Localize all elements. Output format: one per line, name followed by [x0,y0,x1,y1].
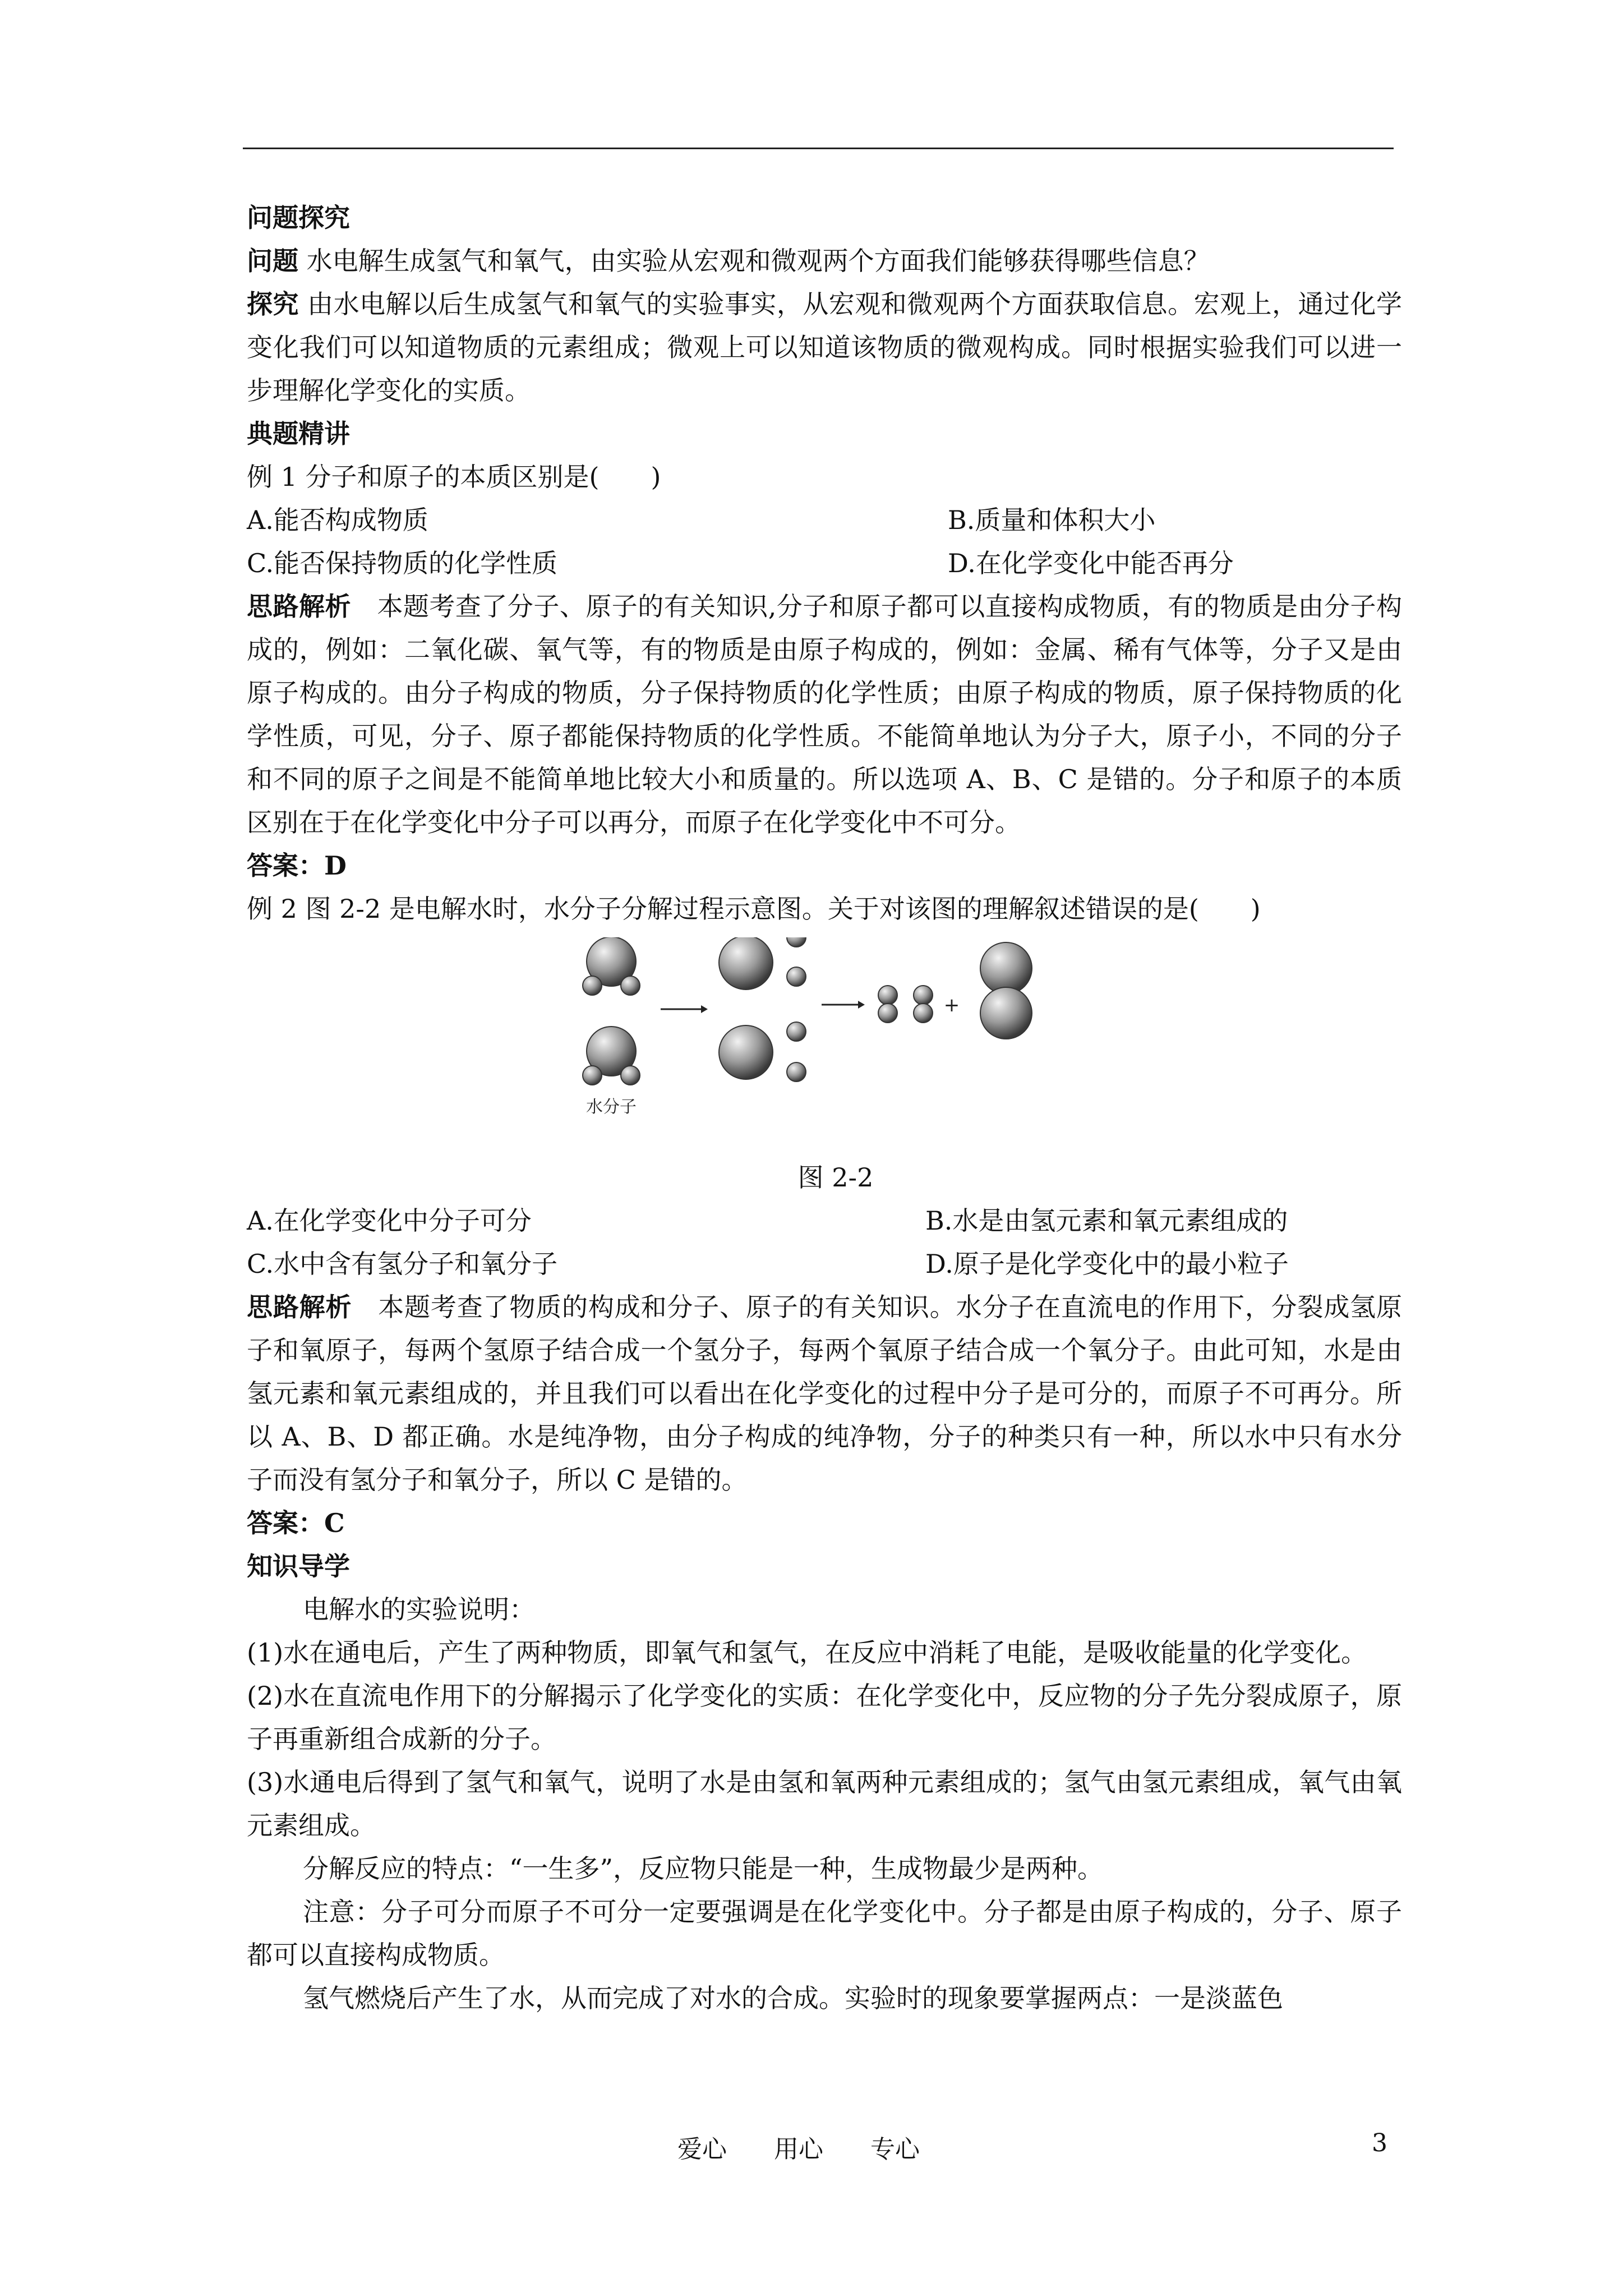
oxygen-atoms-separated [719,937,773,1079]
footer-motto-1: 爱心 [677,2135,727,2164]
example1-answer: 答案：D [247,850,347,881]
example1-analysis [247,585,1402,844]
knowledge-point-3: (3)水通电后得到了氢气和氧气，说明了水是由氢和氧两种元素组成的；氢气由氢元素组成，氧气由氧元素组成。 [247,1767,1402,1841]
footer-motto-3: 专心 [870,2135,920,2164]
question-label: 问题 [247,246,298,276]
knowledge-point-2: (2)水在直流电作用下的分解揭示了化学变化的实质：在化学变化中，反应物的分子先分裂成原子，原子再重新组合成新的分子。 [247,1681,1402,1754]
figure-caption: 图 2-2 [797,1162,874,1193]
example1-stem: 例 1 分子和原子的本质区别是( ) [247,462,661,492]
example2-options-row2 [247,1243,1402,1286]
hydrogen-molecule-1 [878,986,897,1023]
example2-answer: 答案：C [247,1508,345,1538]
example2-option-a: A.在化学变化中分子可分 [247,1205,532,1236]
knowledge-point-1: (1)水在通电后，产生了两种物质，即氧气和氢气，在反应中消耗了电能，是吸收能量的化学变化。 [247,1637,1367,1668]
example2-analysis-text: 本题考查了物质的构成和分子、原子的有关知识。水分子在直流电的作用下，分裂成氢原子和氧原子，每两个氢原子结合成一个氢分子，每两个氧原子结合成一个氧分子。由此可知，水是由氢元素和氧元素组成的，并且我们可以看出在化学变化的过程中分子是可分的，而原子不可再分。所以 A、B、D 都正确。水是纯净物，由分子构成的纯净物，分子的种类只有一种，所以水中只有水分子而没有氢分子和氧分子，所以 C 是错的。 [247,1292,1403,1495]
question-paragraph [247,240,1402,283]
section-heading-explore: 问题探究 [247,203,350,233]
example2-option-d: D.原子是化学变化中的最小粒子 [925,1249,1289,1279]
page-number: 3 [1372,2129,1387,2157]
footer-motto [677,2129,959,2165]
electrolysis-figure [247,937,1402,1156]
section-heading-examples: 典题精讲 [247,418,350,449]
hydrogen-molecule-2 [914,986,933,1023]
example2-analysis [247,1286,1402,1502]
plus-sign: + [943,994,960,1016]
water-molecule-2 [583,1027,640,1085]
decomposition-paragraph: 分解反应的特点：“一生多”，反应物只能是一种，生成物最少是两种。 [303,1853,1104,1884]
example2-options-row1 [247,1199,1402,1243]
page-content [247,196,1402,2020]
example1-option-c: C.能否保持物质的化学性质 [247,548,558,578]
example1-analysis-label: 思路解析 [247,591,351,622]
header-rule [243,148,1394,149]
explore-paragraph [247,283,1402,412]
question-text: 水电解生成氢气和氧气，由实验从宏观和微观两个方面我们能够获得哪些信息？ [298,246,1210,276]
example2-stem: 例 2 图 2-2 是电解水时，水分子分解过程示意图。关于对该图的理解叙述错误的是( ) [247,894,1261,924]
example2-analysis-label: 思路解析 [247,1292,352,1322]
hydrogen-atoms-separated [787,937,806,1082]
reaction-arrow-1 [661,1005,708,1013]
example1-options-row1 [247,499,1402,542]
example1-option-a: A.能否构成物质 [247,505,428,535]
note-paragraph: 注意：分子可分而原子不可分一定要强调是在化学变化中。分子都是由原子构成的，分子、原子都可以直接构成物质。 [247,1897,1402,1970]
hydrogen-paragraph: 氢气燃烧后产生了水，从而完成了对水的合成。实验时的现象要掌握两点：一是淡蓝色 [303,1983,1283,2013]
example1-analysis-text: 本题考查了分子、原子的有关知识,分子和原子都可以直接构成物质，有的物质是由分子构成的，例如：二氧化碳、氧气等，有的物质是由原子构成的，例如：金属、稀有气体等，分子又是由原子构成的。由分子构成的物质，分子保持物质的化学性质；由原子构成的物质，原子保持物质的化学性质，可见，分子、原子都能保持物质的化学性质。不能简单地认为分子大，原子小，不同的分子和不同的原子之间是不能简单地比较大小和质量的。所以选项 A、B、C 是错的。分子和原子的本质区别在于在化学变化中分子可以再分，而原子在化学变化中不可分。 [247,591,1403,838]
explore-text: 由水电解以后生成氢气和氧气的实验事实，从宏观和微观两个方面获取信息。宏观上，通过化学变化我们可以知道物质的元素组成；微观上可以知道该物质的微观构成。同时根据实验我们可以进一步理解化学变化的实质。 [247,289,1403,406]
knowledge-intro: 电解水的实验说明： [303,1594,535,1625]
example1-option-b: B.质量和体积大小 [948,505,1156,535]
explore-label: 探究 [247,289,299,319]
section-heading-knowledge: 知识导学 [247,1551,350,1581]
reaction-arrow-2 [822,1001,865,1009]
water-molecule-label: 水分子 [586,1097,637,1117]
example1-option-d: D.在化学变化中能否再分 [948,548,1234,578]
example2-option-b: B.水是由氢元素和氧元素组成的 [925,1205,1288,1236]
water-molecule-decomposition-diagram [561,937,1043,1156]
example2-option-c: C.水中含有氢分子和氧分子 [247,1249,558,1279]
oxygen-molecule [980,942,1032,1039]
footer-motto-2: 用心 [774,2135,823,2164]
water-molecule-1 [583,937,640,995]
example1-options-row2 [247,542,1402,585]
